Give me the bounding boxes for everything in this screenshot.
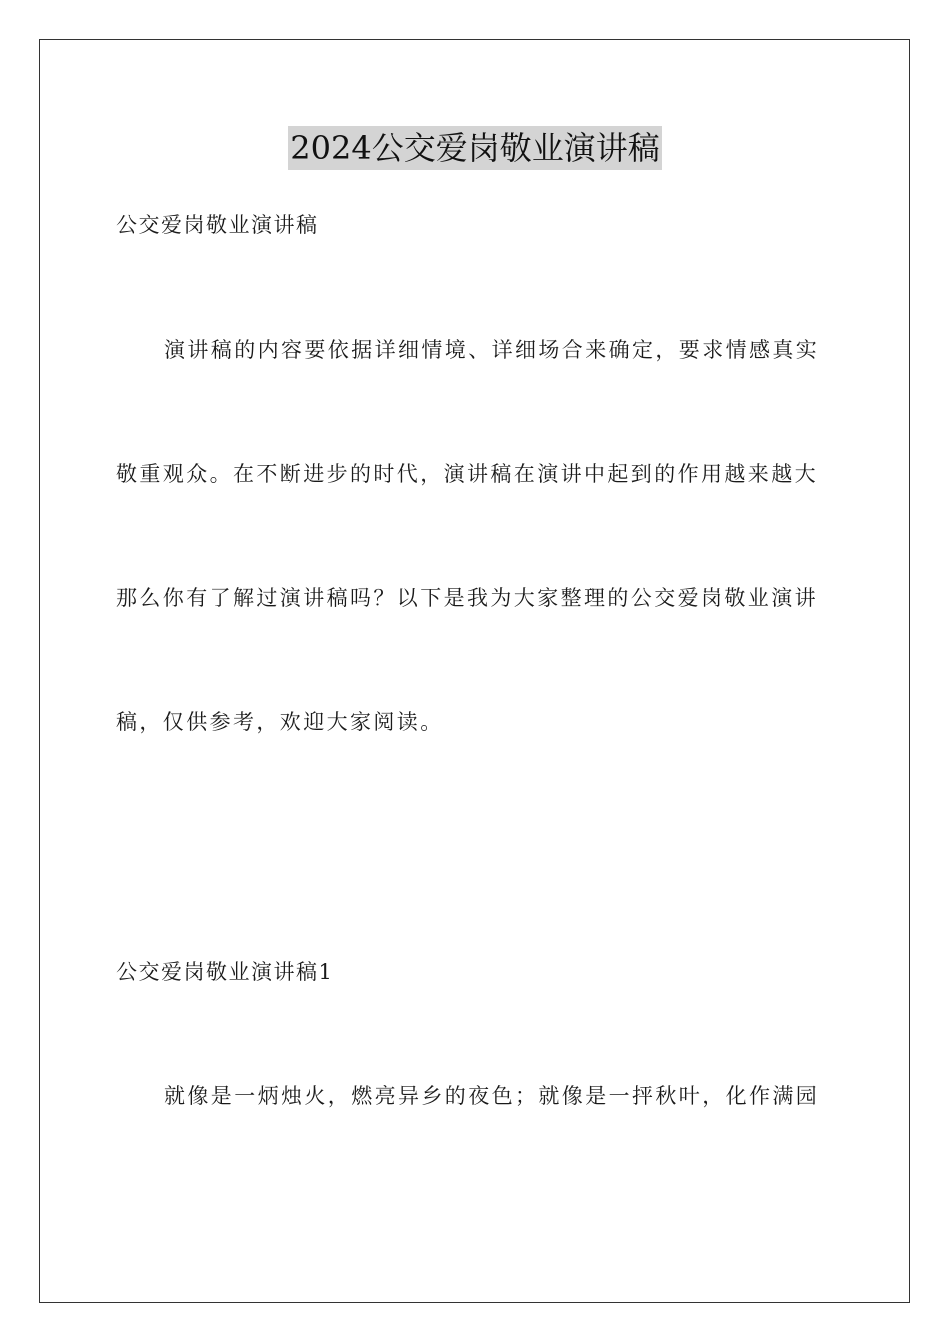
- intro-paragraph-line: 稿，仅供参考，欢迎大家阅读。: [116, 710, 444, 734]
- section-heading: 公交爱岗敬业演讲稿1: [116, 960, 334, 984]
- intro-paragraph-line: 那么你有了解过演讲稿吗？以下是我为大家整理的公交爱岗敬业演讲: [116, 586, 818, 610]
- title-container: [0, 126, 950, 170]
- document-title: 2024公交爱岗敬业演讲稿: [288, 126, 661, 170]
- intro-paragraph-line: 敬重观众。在不断进步的时代，演讲稿在演讲中起到的作用越来越大: [116, 462, 818, 486]
- intro-paragraph-line: 演讲稿的内容要依据详细情境、详细场合来确定，要求情感真实: [164, 338, 820, 362]
- section-paragraph-line: 就像是一炳烛火，燃亮异乡的夜色；就像是一抨秋叶，化作满园: [164, 1084, 820, 1108]
- document-subtitle: 公交爱岗敬业演讲稿: [116, 213, 319, 237]
